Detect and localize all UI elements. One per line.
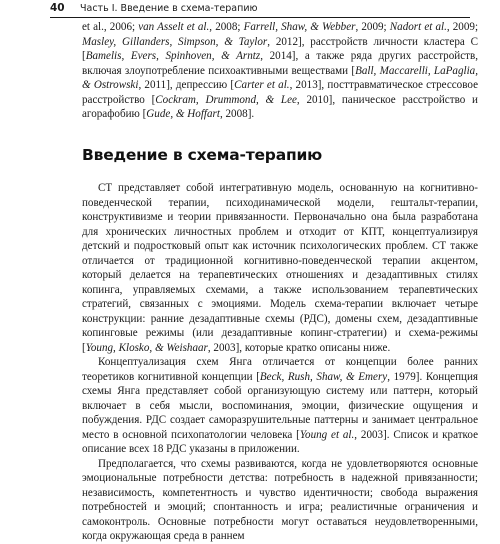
- continued-paragraph: [82, 20, 478, 122]
- text-run: , 2011], депрессию [: [138, 79, 235, 91]
- paragraph-needs: [82, 457, 478, 544]
- text-run: , 2013], посттравматическое стрессовое расстройство [: [82, 79, 478, 106]
- section-heading: Введение в схема-терапию: [82, 146, 322, 164]
- citation-author: Gude, & Hoffart: [146, 108, 220, 120]
- citation-author: Masley, Gillanders, Simpson, & Taylor: [82, 35, 268, 48]
- text-run: , 2009;: [355, 21, 390, 33]
- text-run: Предполагается, что схемы развиваются, когда не удовлетворяются основные эмоциональные потребности детства: потребность в надежной привязанности; независимость, компетентность и чувство идентичности; свобода выражения потребностей и эмоций; спонтанность и игра; реалистичные ограничения и самоконтроль. Основные потребности могут оставаться неудовлетворенными, когда окружающая среда в раннем: [82, 457, 478, 542]
- citation-author: Bamelis, Evers, Spinhoven, & Arntz: [85, 50, 261, 62]
- text-run: , 2003], которые кратко описаны ниже.: [207, 341, 391, 354]
- citation-author: Young, Klosko, & Weishaar: [85, 341, 208, 354]
- citation-author: Beck, Rush, Shaw, & Emery: [259, 370, 388, 383]
- paragraph-schema-concept: [82, 355, 478, 457]
- text-run: Концептуализация схем Янга отличается от концепции более ранних теоретиков когнитивной концепции [: [82, 356, 478, 383]
- citation-author: Carter et al.: [234, 79, 290, 91]
- paragraph-text: [82, 20, 478, 122]
- citation-author: Young et al.: [299, 428, 355, 441]
- text-run: et al., 2006;: [82, 21, 139, 33]
- text-run: , 2008;: [209, 21, 244, 33]
- citation-author: Cockram, Drummond, & Lee: [155, 93, 297, 106]
- section-body: [82, 181, 478, 544]
- page-number: 40: [50, 2, 65, 14]
- citation-author: van Asselt et al.: [138, 21, 210, 33]
- text-run: , 2012], расстройств личности кластера С [: [82, 35, 479, 62]
- citation-author: Farrell, Shaw, & Webber: [243, 21, 356, 33]
- paragraph-intro: [82, 181, 478, 355]
- header-rule: [50, 17, 470, 18]
- chapter-title: Часть I. Введение в схема-терапию: [80, 3, 258, 14]
- text-run: , 2008].: [219, 108, 255, 120]
- text-run: СТ представляет собой интегративную модель, основанную на когнитивно-поведенческой терапии, психодинамической модели, гештальт-терапии, конструктивизме и теории привязанности. Первоначально она была разработана для хронических личностных проблем и отходит от КПТ, концептуализируя детский и подростковый опыт как источник психологических проблем. СТ также отличается от традиционной когнитивно-поведенческой терапии акцентом, который делается на терапевтических отношениях и дезадаптивных стилях копинга, управляемых схемами, а также использованием терапевтических стратегий, связанных с эмоциями. Модель схема-терапии включает четыре конструкции: ранние дезадаптивные схемы (РДС), домены схем, дезадаптивные копинговые режимы (или дезадаптивные копинг-стратегии) и схема-режимы [: [82, 182, 478, 354]
- citation-author: Nadort et al.: [389, 21, 447, 33]
- text-run: , 2009;: [446, 21, 479, 33]
- text-run: , 2003]. Список и краткое описание всех 18 РДС указаны в приложении.: [82, 428, 478, 455]
- running-head: [50, 2, 470, 16]
- text-run: , 2014], а также ряда других расстройств, включая злоупотребление психоактивными веществами [: [82, 50, 478, 77]
- text-run: , 1979]. Концепция схемы Янга представляет собой организующую систему или паттерн, который включает в себя мысли, воспоминания, эмоции, физические ощущения и побуждения. РДС создает саморазрушительные паттерны и занимает центральное место в основной психопатологии человека [: [82, 370, 478, 441]
- text-run: , 2010], паническое расстройство и агорафобию [: [82, 93, 478, 120]
- citation-author: Ball, Maccarelli, LaPaglia, & Ostrowski: [82, 64, 478, 91]
